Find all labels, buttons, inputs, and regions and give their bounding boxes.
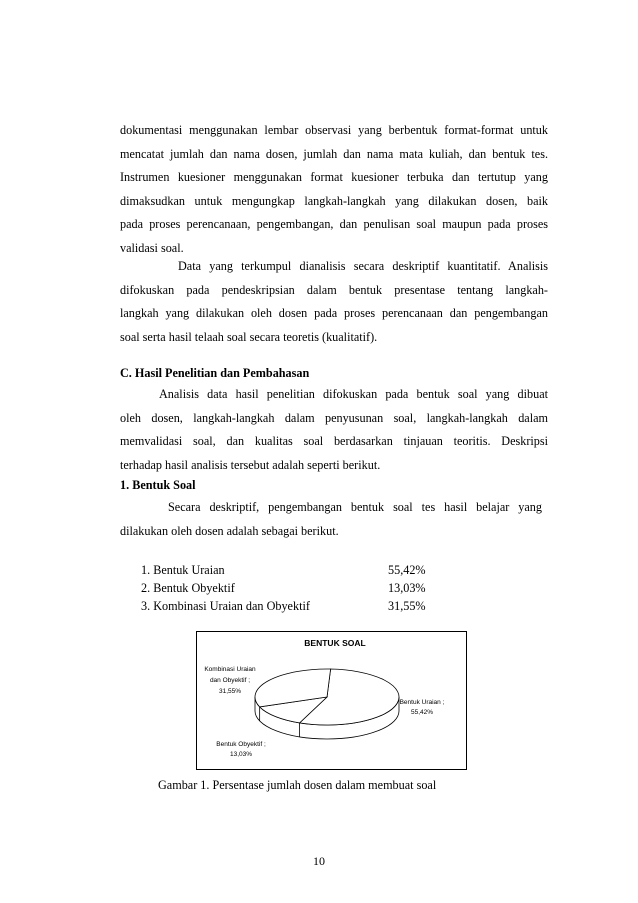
- text-line: Analisis data hasil penelitian difokuskan pada bentuk soal yang dibuat: [159, 387, 548, 401]
- list-item-value: 13,03%: [388, 581, 426, 595]
- page-number: 10: [313, 854, 325, 868]
- chart-title: BENTUK SOAL: [304, 638, 366, 648]
- text-line: difokuskan pada pendeskripsian dalam bentuk presentase tentang langkah-: [120, 282, 548, 297]
- list-item-label: 3. Kombinasi Uraian dan Obyektif: [141, 599, 310, 613]
- pie-label: dan Obyektif ;: [209, 677, 251, 684]
- text-line: dimaksudkan untuk mengungkap langkah-langkah yang dilakukan dosen, baik: [120, 193, 548, 208]
- list-item: [141, 561, 441, 579]
- section-heading: C. Hasil Penelitian dan Pembahasan: [120, 366, 310, 380]
- text-line: langkah yang dilakukan oleh dosen pada proses perencanaan dan pengembangan: [120, 306, 548, 320]
- pie-label: Kombinasi Uraian: [204, 666, 256, 673]
- paragraph-2: [120, 255, 548, 349]
- paragraph-3: [120, 383, 548, 477]
- list-item: [141, 597, 441, 615]
- pie-chart: [196, 631, 467, 770]
- list-item-label: 2. Bentuk Obyektif: [141, 581, 235, 595]
- list-item-value: 55,42%: [388, 563, 426, 577]
- paragraph-4: [120, 496, 542, 543]
- text-line: oleh dosen, langkah-langkah dalam penyusunan soal, langkah-langkah dalam: [120, 410, 548, 425]
- text-line: soal serta hasil telaah soal secara teoretis (kualitatif).: [120, 329, 378, 344]
- text-line: dilakukan oleh dosen adalah sebagai berikut.: [120, 523, 339, 538]
- percentage-list: [141, 561, 441, 615]
- list-item-value: 31,55%: [388, 599, 426, 613]
- pie-label: Bentuk Uraian ;: [399, 699, 445, 706]
- text-line: Data yang terkumpul dianalisis secara deskriptif kuantitatif. Analisis: [178, 259, 548, 273]
- pie-chart-svg: [197, 632, 466, 769]
- text-line: Secara deskriptif, pengembangan bentuk soal tes hasil belajar yang: [168, 500, 542, 514]
- text-line: pada proses perencanaan, pengembangan, dan penulisan soal maupun pada proses: [120, 217, 548, 231]
- paragraph-1: [120, 119, 548, 260]
- list-item: [141, 579, 441, 597]
- text-line: validasi soal.: [120, 240, 184, 255]
- pie-value-label: 31,55%: [218, 688, 242, 695]
- text-line: memvalidasi soal, dan kualitas soal berdasarkan tinjauan teoritis. Deskripsi: [120, 434, 548, 448]
- pie-label: Bentuk Obyektif ;: [216, 741, 266, 748]
- text-line: mencatat jumlah dan nama dosen, jumlah dan nama mata kuliah, dan bentuk tes.: [120, 146, 548, 161]
- figure-caption: Gambar 1. Persentase jumlah dosen dalam membuat soal: [158, 778, 437, 792]
- list-item-label: 1. Bentuk Uraian: [141, 563, 225, 577]
- pie-value-label: 13,03%: [229, 751, 253, 758]
- text-line: Instrumen kuesioner menggunakan format kuesioner terbuka dan tertutup yang: [120, 170, 548, 184]
- text-line: terhadap hasil analisis tersebut adalah seperti berikut.: [120, 457, 381, 472]
- text-line: dokumentasi menggunakan lembar observasi yang berbentuk format-format untuk: [120, 123, 548, 137]
- pie-value-label: 55,42%: [410, 709, 434, 716]
- subsection-heading: 1. Bentuk Soal: [120, 478, 196, 492]
